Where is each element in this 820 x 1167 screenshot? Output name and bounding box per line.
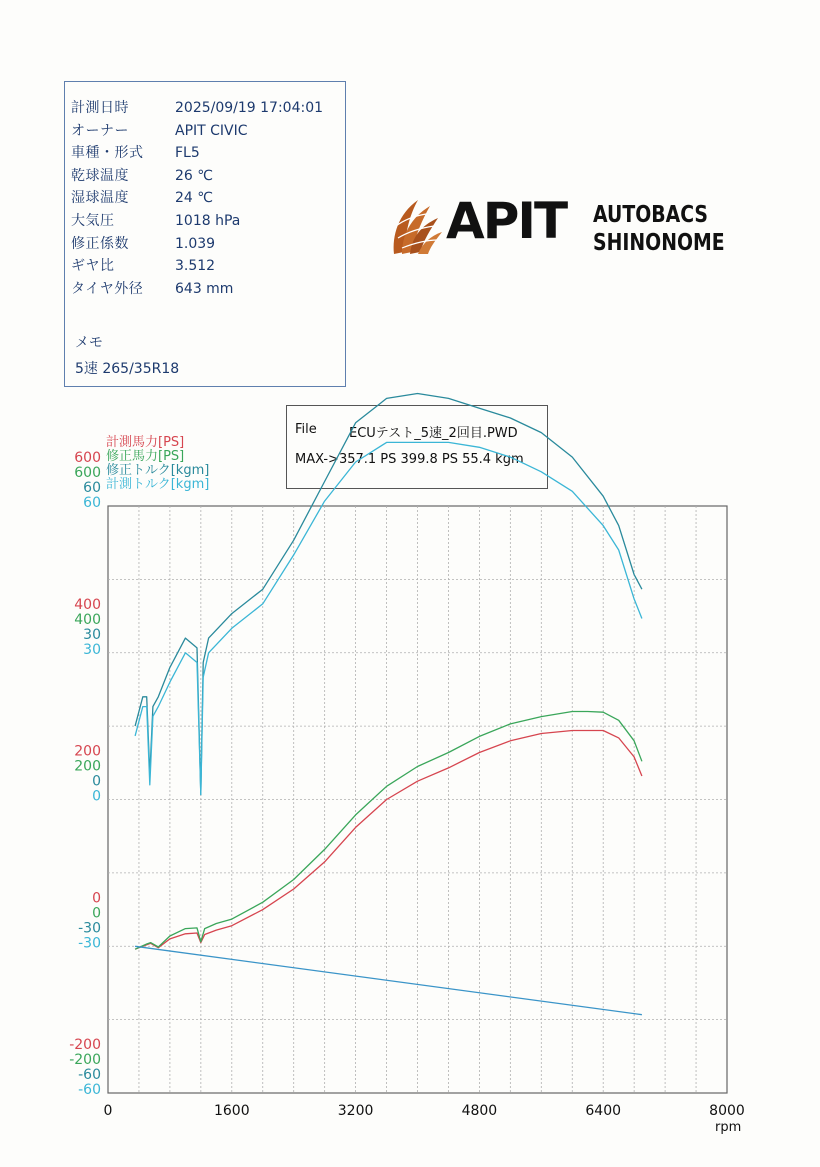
- y-tick-label: 0: [92, 890, 101, 907]
- info-key: 修正係数: [71, 235, 129, 252]
- y-tick-label: 600: [74, 465, 101, 481]
- info-value: 3.512: [175, 258, 216, 275]
- info-key: 計測日時: [71, 100, 129, 116]
- info-value: 2025/09/19 17:04:01: [175, 100, 324, 116]
- x-tick-label: 1600: [213, 1103, 250, 1119]
- max-values: MAX->357.1 PS 399.8 PS 55.4 kgm: [295, 452, 524, 467]
- logo-apit-text: APIT: [446, 192, 567, 250]
- x-tick-label: 6400: [585, 1103, 622, 1119]
- legend-entry: 修正馬力[PS]: [106, 449, 185, 464]
- info-key: 乾球温度: [71, 167, 129, 184]
- y-tick-label: 600: [74, 450, 101, 466]
- y-tick-label: -60: [78, 1067, 101, 1083]
- y-tick-label: 0: [92, 773, 101, 790]
- x-axis-label: rpm: [715, 1120, 742, 1135]
- info-value: 1.039: [175, 235, 216, 252]
- y-tick-label: 200: [74, 743, 101, 760]
- x-tick-label: 8000: [709, 1103, 745, 1119]
- y-tick-label: 30: [83, 641, 101, 658]
- info-key: タイヤ外径: [71, 280, 144, 297]
- legend-entry: 計測トルク[kgm]: [106, 477, 210, 492]
- x-tick-label: 0: [103, 1103, 113, 1119]
- legend-entry: 計測馬力[PS]: [106, 435, 185, 450]
- info-value: FL5: [175, 145, 200, 162]
- legend-entry: 修正トルク[kgm]: [106, 463, 210, 478]
- info-key: 湿球温度: [71, 190, 129, 207]
- x-tick-label: 4800: [461, 1103, 498, 1119]
- y-tick-label: 60: [83, 495, 101, 511]
- y-tick-label: -200: [69, 1037, 101, 1053]
- file-label: File: [295, 422, 317, 437]
- series-line: [135, 731, 642, 950]
- memo-value: 5速 265/35R18: [75, 361, 180, 377]
- series-line: [135, 712, 642, 950]
- info-key: 車種・形式: [71, 145, 144, 162]
- x-tick-label: 3200: [337, 1103, 374, 1119]
- info-value: 1018 hPa: [175, 213, 241, 229]
- y-tick-label: -30: [78, 935, 101, 952]
- info-value: 643 mm: [175, 280, 234, 297]
- info-value: 26 ℃: [175, 167, 213, 184]
- y-tick-label: 30: [83, 626, 101, 643]
- logo-shinonome-text: SHINONOME: [593, 230, 725, 256]
- y-tick-label: -30: [78, 920, 101, 937]
- y-tick-label: 0: [92, 788, 101, 805]
- y-tick-label: -200: [69, 1052, 101, 1068]
- series-line: [135, 394, 642, 795]
- memo-label: メモ: [75, 335, 103, 351]
- logo-autobacs-text: AUTOBACS: [593, 202, 708, 228]
- info-value: APIT CIVIC: [175, 122, 248, 139]
- y-tick-label: 60: [83, 480, 101, 496]
- series-line: [135, 946, 642, 1014]
- y-tick-label: 200: [74, 758, 101, 775]
- y-tick-label: -60: [78, 1082, 101, 1098]
- info-key: ギヤ比: [71, 258, 115, 275]
- y-tick-label: 0: [92, 905, 101, 922]
- info-value: 24 ℃: [175, 190, 213, 207]
- y-tick-label: 400: [74, 611, 101, 628]
- info-key: 大気圧: [71, 213, 115, 229]
- series-line: [135, 442, 642, 794]
- y-tick-label: 400: [74, 596, 101, 613]
- info-key: オーナー: [71, 122, 129, 139]
- file-name: ECUテスト_5速_2回目.PWD: [349, 426, 518, 441]
